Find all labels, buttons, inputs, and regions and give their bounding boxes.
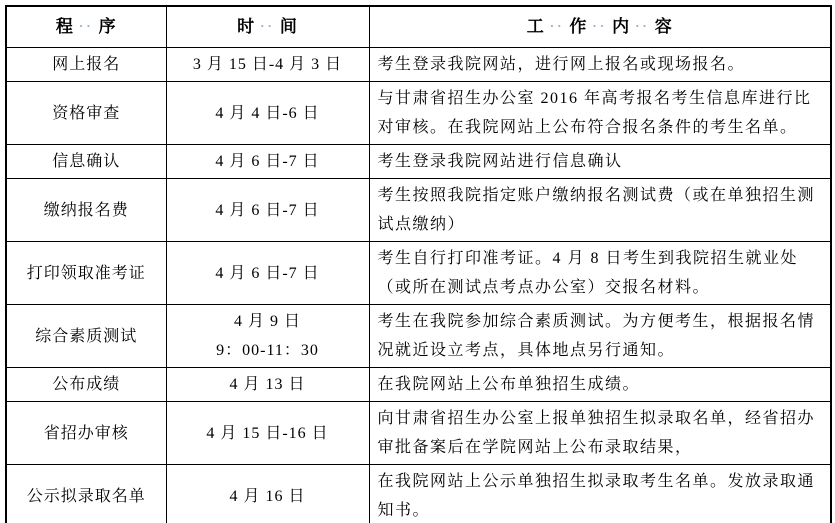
table-body	[6, 48, 831, 523]
header-cell-time	[166, 6, 369, 48]
header-char: 作	[569, 17, 588, 36]
space-mark-dots: ··	[260, 18, 275, 33]
space-mark-dots: ··	[592, 18, 608, 33]
time-cell	[166, 402, 369, 465]
header-char: 间	[279, 17, 298, 36]
work-content-cell: 考生登录我院网站，进行网上报名或现场报名。	[369, 48, 831, 82]
time-line: 4 月 13 日	[229, 376, 306, 393]
header-char: 内	[612, 17, 631, 36]
time-line: 9：00-11：30	[216, 342, 319, 359]
procedure-cell: 信息确认	[6, 145, 166, 179]
procedure-cell: 公示拟录取名单	[6, 465, 166, 523]
time-cell	[166, 465, 369, 523]
header-cell-work-content	[369, 6, 831, 48]
time-line: 4 月 6 日-7 日	[215, 201, 320, 219]
procedure-cell: 网上报名	[6, 48, 166, 82]
work-content-cell: 在我院网站上公布单独招生成绩。	[369, 368, 831, 402]
header-char: 序	[98, 17, 117, 36]
header-char: 工	[526, 17, 545, 36]
table-row	[6, 305, 831, 368]
procedure-cell: 综合素质测试	[6, 305, 166, 368]
procedure-cell: 资格审查	[6, 82, 166, 145]
work-content-cell: 考生自行打印准考证。4 月 8 日考生到我院招生就业处（或所在测试点考点办公室）交报名材料。	[369, 242, 831, 305]
work-content-cell: 考生登录我院网站进行信息确认	[369, 145, 831, 179]
table-row	[6, 82, 831, 145]
table-row	[6, 145, 831, 179]
header-row	[6, 6, 831, 48]
table-row	[6, 368, 831, 402]
time-line: 4 月 4 日-6 日	[215, 104, 320, 122]
procedure-cell: 公布成绩	[6, 368, 166, 402]
time-cell	[166, 305, 369, 368]
table-row	[6, 48, 831, 82]
procedure-cell: 打印领取准考证	[6, 242, 166, 305]
header-char: 程	[55, 17, 74, 36]
work-content-cell: 考生在我院参加综合素质测试。为方便考生，根据报名情况就近设立考点，具体地点另行通知。	[369, 305, 831, 368]
time-line: 4 月 16 日	[229, 487, 306, 505]
space-mark-dots: ··	[78, 18, 94, 33]
time-line: 4 月 15 日-16 日	[206, 424, 329, 442]
table-row	[6, 179, 831, 242]
time-cell	[166, 368, 369, 402]
procedure-cell: 缴纳报名费	[6, 179, 166, 242]
time-cell	[166, 48, 369, 82]
header-char: 容	[654, 17, 673, 36]
header-char: 时	[237, 17, 256, 36]
procedure-cell: 省招办审核	[6, 402, 166, 465]
table-row	[6, 402, 831, 465]
time-cell	[166, 82, 369, 145]
work-content-cell: 考生按照我院指定账户缴纳报名测试费（或在单独招生测试点缴纳）	[369, 179, 831, 242]
space-mark-dots: ··	[549, 18, 565, 33]
table-row	[6, 465, 831, 523]
header-cell-procedure	[6, 6, 166, 48]
time-cell	[166, 179, 369, 242]
time-line: 4 月 9 日	[233, 313, 301, 330]
work-content-cell: 与甘肃省招生办公室 2016 年高考报名考生信息库进行比对审核。在我院网站上公布符合报名条件的考生名单。	[369, 82, 831, 145]
work-content-cell: 在我院网站上公示单独招生拟录取考生名单。发放录取通知书。	[369, 465, 831, 523]
work-content-cell: 向甘肃省招生办公室上报单独招生拟录取名单，经省招办审批备案后在学院网站上公布录取结果，	[369, 402, 831, 465]
time-cell	[166, 242, 369, 305]
table-row	[6, 242, 831, 305]
time-cell	[166, 145, 369, 179]
time-line: 4 月 6 日-7 日	[215, 153, 320, 170]
time-line: 3 月 15 日-4 月 3 日	[192, 56, 343, 73]
space-mark-dots: ··	[635, 18, 650, 33]
enrollment-schedule-table	[5, 5, 832, 523]
time-line: 4 月 6 日-7 日	[215, 264, 320, 282]
